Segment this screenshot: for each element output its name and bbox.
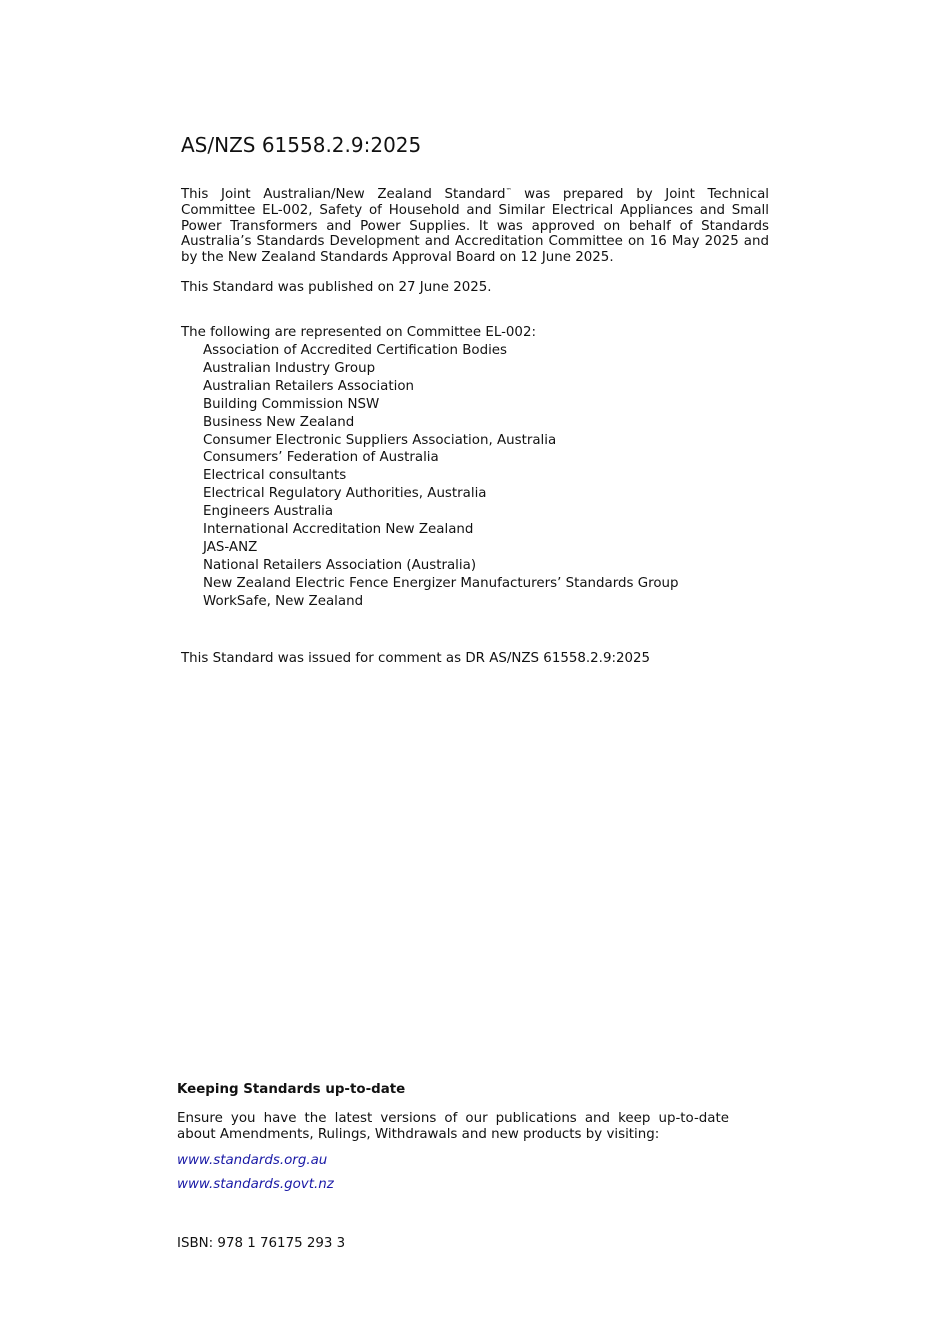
committee-member: Building Commission NSW [203, 396, 380, 412]
committee-member: National Retailers Association (Australia) [203, 557, 477, 573]
committee-member-list [203, 342, 679, 611]
committee-member: Business New Zealand [203, 414, 355, 430]
committee-member: New Zealand Electric Fence Energizer Manufacturers’ Standards Group [203, 575, 679, 591]
isbn: ISBN: 978 1 76175 293 3 [177, 1236, 346, 1251]
committee-heading: The following are represented on Committee EL-002: [181, 325, 536, 340]
committee-member: JAS-ANZ [203, 539, 258, 555]
standards-nz-link[interactable]: www.standards.govt.nz [177, 1177, 334, 1192]
committee-member: Consumer Electronic Suppliers Association, Australia [203, 432, 557, 448]
intro-text-start: This Joint Australian/New Zealand Standard [181, 187, 506, 202]
intro-text-rest: was prepared by Joint Technical Committee EL-002, Safety of Household and Similar Electrical Appliances and Small Power Transformers and Power Supplies. It was approved on behalf of Standards Australia’s Standards Development and Accreditation Committee on 16 May 2025 and by the New Zealand Standards Approval Board on 12 June 2025. [181, 187, 770, 266]
publication-date: This Standard was published on 27 June 2025. [181, 280, 492, 295]
committee-member: Australian Industry Group [203, 360, 376, 376]
document-title: AS/NZS 61558.2.9:2025 [181, 133, 422, 157]
committee-member: Consumers’ Federation of Australia [203, 450, 439, 466]
intro-paragraph [181, 187, 769, 266]
committee-member: Electrical Regulatory Authorities, Australia [203, 486, 487, 502]
committee-member: Engineers Australia [203, 504, 334, 520]
committee-member: WorkSafe, New Zealand [203, 593, 364, 609]
committee-member: Australian Retailers Association [203, 378, 415, 394]
standards-australia-link[interactable]: www.standards.org.au [177, 1153, 328, 1168]
committee-member: International Accreditation New Zealand [203, 522, 474, 538]
keeping-up-to-date-text: Ensure you have the latest versions of our publications and keep up-to-date about Amendments, Rulings, Withdrawals and new products by visiting: [177, 1111, 729, 1142]
keeping-up-to-date-heading: Keeping Standards up-to-date [177, 1082, 406, 1097]
committee-member: Association of Accredited Certification Bodies [203, 343, 508, 358]
committee-member: Electrical consultants [203, 468, 347, 484]
trademark-symbol: ™ [505, 187, 512, 195]
issued-for-comment-note: This Standard was issued for comment as DR AS/NZS 61558.2.9:2025 [181, 651, 651, 666]
